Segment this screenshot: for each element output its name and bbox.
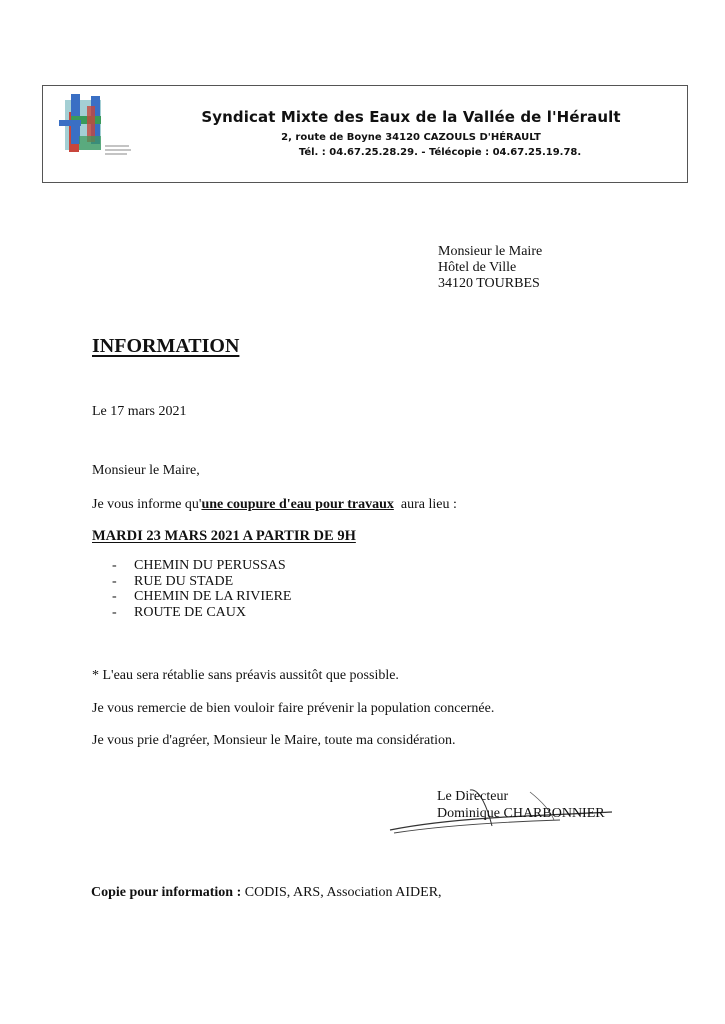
org-contact: Tél. : 04.67.25.28.29. - Télécopie : 04.67.25.19.78.: [298, 147, 582, 158]
street-item: - CHEMIN DU PERUSSAS: [112, 558, 292, 574]
copy-label: Copie pour information :: [91, 885, 242, 900]
copy-list: CODIS, ARS, Association AIDER,: [241, 885, 442, 900]
letterhead: [42, 85, 688, 183]
signatory-name: Dominique CHARBONNIER: [437, 806, 605, 821]
intro-highlight: une coupure d'eau pour travaux: [201, 497, 394, 512]
intro-text-end: aura lieu :: [393, 497, 457, 512]
document-title: INFORMATION: [92, 335, 240, 357]
org-address: 2, route de Boyne 34120 CAZOULS D'HÉRAULT: [281, 132, 541, 143]
intro-paragraph: [92, 497, 457, 513]
restoration-note: * L'eau sera rétablie sans préavis aussitôt que possible.: [92, 668, 399, 683]
intro-text: Je vous informe qu': [92, 497, 202, 512]
event-date: MARDI 23 MARS 2021 A PARTIR DE 9H: [92, 528, 356, 544]
signatory-title: Le Directeur: [437, 789, 509, 804]
recipient-address: [438, 244, 542, 292]
recipient-line: Hôtel de Ville: [438, 260, 517, 275]
logo-graphic: [57, 92, 135, 162]
street-item: - ROUTE DE CAUX: [112, 605, 292, 621]
street-item: - CHEMIN DE LA RIVIERE: [112, 589, 292, 605]
street-item: - RUE DU STADE: [112, 574, 292, 590]
recipient-line: 34120 TOURBES: [438, 276, 540, 291]
org-logo: [57, 92, 135, 162]
street-list: [112, 558, 292, 620]
recipient-line: Monsieur le Maire: [438, 244, 543, 259]
thanks-paragraph: Je vous remercie de bien vouloir faire prévenir la population concernée.: [92, 701, 495, 716]
letterhead-text: [161, 108, 661, 158]
org-name: Syndicat Mixte des Eaux de la Vallée de l'Hérault: [201, 108, 621, 126]
letter-date: Le 17 mars 2021: [92, 404, 187, 419]
closing-paragraph: Je vous prie d'agréer, Monsieur le Maire, toute ma considération.: [92, 733, 456, 748]
salutation: Monsieur le Maire,: [92, 463, 200, 478]
copy-recipients: [91, 885, 442, 901]
